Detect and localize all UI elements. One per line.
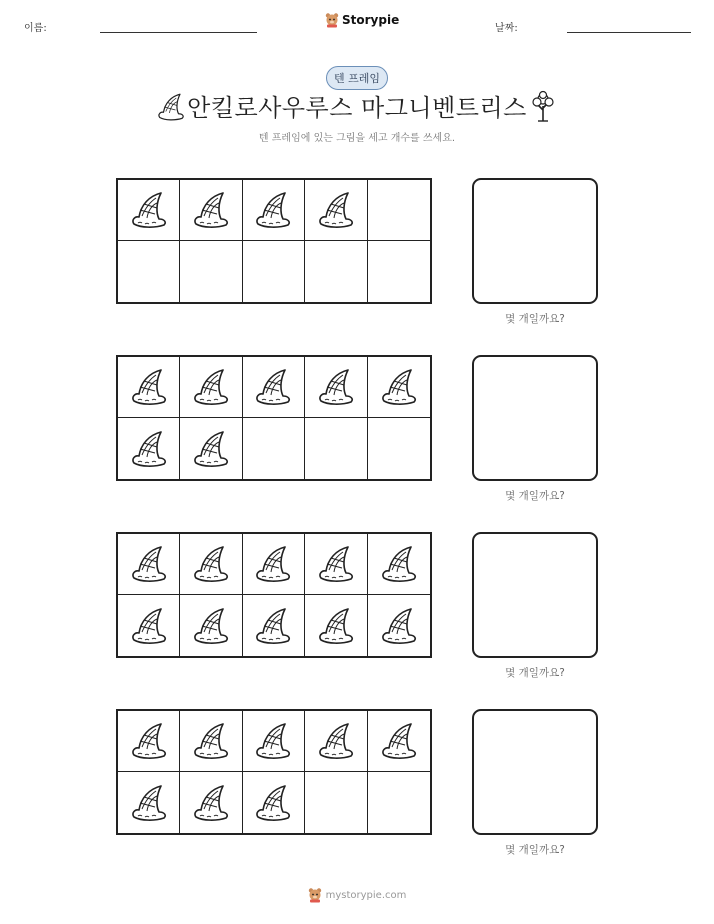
frame-cell — [368, 711, 430, 772]
brand — [325, 12, 399, 28]
dino-horn-icon — [191, 367, 231, 407]
frame-cell — [118, 711, 180, 772]
dino-horn-icon — [129, 606, 169, 646]
storypie-bear-icon — [325, 12, 339, 28]
ten-frame — [116, 532, 432, 658]
count-question: 몇 개일까요? — [505, 490, 565, 502]
count-question: 몇 개일까요? — [505, 667, 565, 679]
date-label: 날짜: — [495, 23, 518, 34]
frame-cell — [180, 772, 242, 833]
frame-cell — [118, 772, 180, 833]
answer-box[interactable] — [472, 355, 598, 481]
frame-cell — [118, 241, 180, 302]
frame-cell — [180, 241, 242, 302]
frame-cell — [118, 357, 180, 418]
frame-cell — [243, 534, 305, 595]
frame-cell — [368, 357, 430, 418]
ten-frame — [116, 709, 432, 835]
instructions: 텐 프레임에 있는 그림을 세고 개수를 쓰세요. — [258, 133, 456, 144]
frame-cell — [243, 418, 305, 479]
dino-horn-icon — [379, 721, 419, 761]
frame-cell — [180, 357, 242, 418]
frame-cell — [180, 534, 242, 595]
answer-box[interactable] — [472, 709, 598, 835]
dino-horn-icon — [129, 783, 169, 823]
dino-horn-icon — [191, 721, 231, 761]
dino-horn-icon — [129, 367, 169, 407]
frame-cell — [180, 180, 242, 241]
dino-horn-icon — [191, 429, 231, 469]
dino-horn-icon — [253, 190, 293, 230]
frame-cell — [368, 241, 430, 302]
dino-horn-icon — [316, 721, 356, 761]
ten-frame — [116, 355, 432, 481]
dino-horn-icon — [316, 367, 356, 407]
frame-cell — [368, 180, 430, 241]
dino-horn-icon — [191, 190, 231, 230]
answer-box[interactable] — [472, 532, 598, 658]
frame-cell — [305, 241, 367, 302]
frame-cell — [180, 711, 242, 772]
frame-cell — [118, 595, 180, 656]
dino-horn-icon — [129, 190, 169, 230]
frame-cell — [118, 180, 180, 241]
dino-horn-icon — [253, 367, 293, 407]
footer-url: mystorypie.com — [325, 889, 407, 901]
tree-icon — [530, 90, 556, 122]
frame-cell — [243, 180, 305, 241]
frame-cell — [305, 595, 367, 656]
frame-cell — [243, 711, 305, 772]
frame-cell — [305, 711, 367, 772]
frame-cell — [368, 595, 430, 656]
dino-horn-icon — [379, 544, 419, 584]
count-question: 몇 개일까요? — [505, 313, 565, 325]
frame-cell — [243, 241, 305, 302]
category-tag: 텐 프레임 — [326, 66, 388, 90]
footer — [0, 887, 714, 903]
frame-cell — [243, 357, 305, 418]
ten-frame — [116, 178, 432, 304]
dino-horn-icon — [191, 783, 231, 823]
brand-name: Storypie — [342, 13, 400, 27]
dino-horn-icon — [129, 721, 169, 761]
frame-cell — [305, 772, 367, 833]
frame-cell — [180, 595, 242, 656]
frame-cell — [118, 534, 180, 595]
frame-cell — [305, 534, 367, 595]
frame-cell — [243, 772, 305, 833]
frame-cell — [243, 595, 305, 656]
frame-cell — [180, 418, 242, 479]
dino-horn-icon — [253, 544, 293, 584]
dino-horn-icon — [316, 544, 356, 584]
frame-cell — [368, 772, 430, 833]
frame-cell — [305, 418, 367, 479]
dino-horn-icon — [129, 429, 169, 469]
dino-horn-icon — [316, 190, 356, 230]
dino-horn-icon — [253, 606, 293, 646]
name-label: 이름: — [24, 23, 47, 34]
frame-cell — [368, 534, 430, 595]
storypie-bear-icon — [308, 887, 322, 903]
date-line[interactable] — [567, 32, 691, 33]
dino-horn-icon — [316, 606, 356, 646]
dino-horn-icon — [253, 783, 293, 823]
dino-horn-icon — [253, 721, 293, 761]
page-title: 안킬로사우루스 마그니벤트리스 — [187, 94, 527, 122]
name-line[interactable] — [100, 32, 257, 33]
dino-horn-icon — [379, 606, 419, 646]
dino-horn-icon — [191, 544, 231, 584]
dino-horn-icon — [129, 544, 169, 584]
answer-box[interactable] — [472, 178, 598, 304]
frame-cell — [368, 418, 430, 479]
frame-cell — [305, 180, 367, 241]
frame-cell — [305, 357, 367, 418]
frame-cell — [118, 418, 180, 479]
dino-horn-icon — [379, 367, 419, 407]
count-question: 몇 개일까요? — [505, 844, 565, 856]
dino-horn-icon — [191, 606, 231, 646]
